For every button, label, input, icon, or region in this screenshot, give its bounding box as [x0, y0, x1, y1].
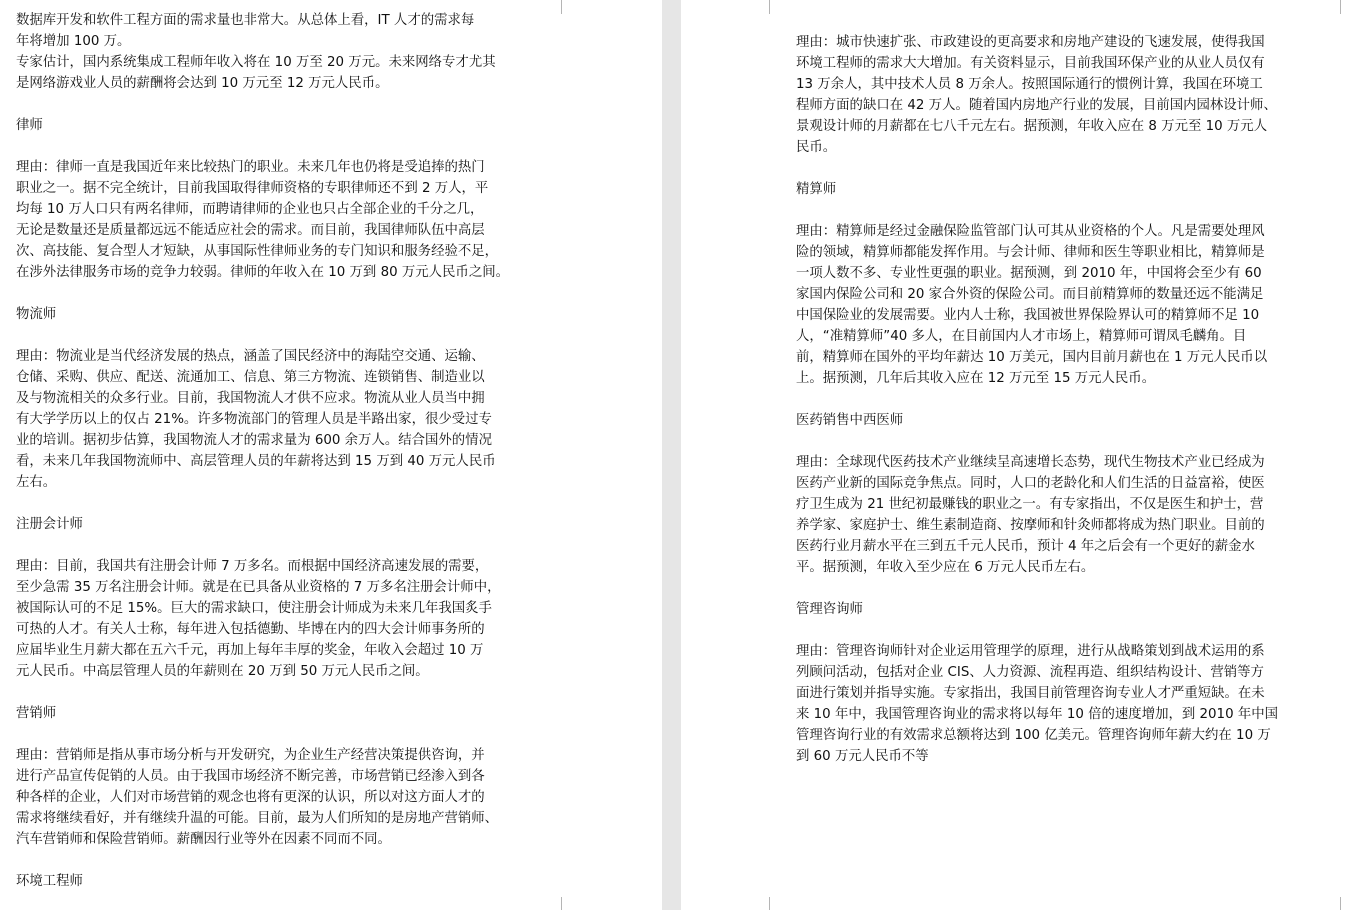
blank-line [796, 578, 1326, 599]
crop-mark-top-left [0, 0, 14, 14]
text-line: 仓储、采购、供应、配送、流通加工、信息、第三方物流、连锁销售、制造业以 [16, 370, 485, 385]
text-line: 律师 [16, 118, 43, 133]
text-line: 左右。 [16, 475, 57, 490]
text-line: 环境工程师 [16, 874, 83, 889]
text-line: 环境工程师的需求大大增加。有关资料显示，目前我国环保产业的从业人员仅有 [796, 56, 1265, 71]
text-column-left [16, 10, 547, 892]
crop-mark-bottom-left [0, 897, 14, 910]
text-line: 来 10 年中，我国管理咨询业的需求将以每年 10 倍的速度增加，到 2010 年中国 [796, 707, 1279, 722]
text-line: 年将增加 100 万。 [16, 34, 131, 49]
text-line: 及与物流相关的众多行业。目前，我国物流人才供不应求。物流从业人员当中拥 [16, 391, 485, 406]
text-line: 理由：全球现代医药技术产业继续呈高速增长态势，现代生物技术产业已经成为 [796, 455, 1265, 470]
blank-line [16, 724, 547, 745]
text-line: 是网络游戏业人员的薪酬将会达到 10 万元至 12 万元人民币。 [16, 76, 389, 91]
text-line: 种各样的企业，人们对市场营销的观念也将有更深的认识，所以对这方面人才的 [16, 790, 485, 805]
text-line: 理由：目前，我国共有注册会计师 7 万多名。而根据中国经济高速发展的需要， [16, 559, 489, 574]
blank-line [16, 850, 547, 871]
text-line: 有大学学历以上的仅占 21%。许多物流部门的管理人员是半路出家，很少受过专 [16, 412, 492, 427]
text-line: 理由：物流业是当代经济发展的热点，涵盖了国民经济中的海陆空交通、运输、 [16, 349, 485, 364]
text-line: 一项人数不多、专业性更强的职业。据预测，到 2010 年，中国将会至少有 60 [796, 266, 1262, 281]
text-line: 理由：营销师是指从事市场分析与开发研究，为企业生产经营决策提供咨询，并 [16, 748, 485, 763]
text-line: 物流师 [16, 307, 57, 322]
text-line: 管理咨询师 [796, 602, 863, 617]
text-line: 无论是数量还是质量都远远不能适应社会的需求。而目前，我国律师队伍中高层 [16, 223, 485, 238]
text-line: 13 万余人，其中技术人员 8 万余人。按照国际通行的惯例计算，我国在环境工 [796, 77, 1263, 92]
text-line: 元人民币。中高层管理人员的年薪则在 20 万到 50 万元人民币之间。 [16, 664, 429, 679]
text-line: 前，精算师在国外的平均年薪达 10 万美元，国内目前月薪也在 1 万元人民币以 [796, 350, 1268, 365]
text-line: 需求将继续看好，并有继续升温的可能。目前，最为人们所知的是房地产营销师、 [16, 811, 499, 826]
text-line: 人，“准精算师”40 多人，在目前国内人才市场上，精算师可谓凤毛麟角。目 [796, 329, 1247, 344]
text-line: 养学家、家庭护士、维生素制造商、按摩师和针灸师都将成为热门职业。目前的 [796, 518, 1265, 533]
document-page-right [681, 0, 1347, 910]
text-line: 次、高技能、复合型人才短缺，从事国际性律师业务的专门知识和服务经验不足， [16, 244, 499, 259]
blank-line [16, 535, 547, 556]
text-line: 管理咨询行业的有效需求总额将达到 100 亿美元。管理咨询师年薪大约在 10 万 [796, 728, 1271, 743]
text-line: 数据库开发和软件工程方面的需求量也非常大。从总体上看，IT 人才的需求每 [16, 13, 475, 28]
text-line: 程师方面的缺口在 42 万人。随着国内房地产行业的发展，目前国内园林设计师、 [796, 98, 1277, 113]
text-line: 医药行业月薪水平在三到五千元人民币，预计 4 年之后会有一个更好的薪金水 [796, 539, 1255, 554]
text-line: 至少急需 35 万名注册会计师。就是在已具备从业资格的 7 万多名注册会计师中， [16, 580, 501, 595]
text-line: 应届毕业生月薪大都在五六千元，再加上每年丰厚的奖金，年收入会超过 10 万 [16, 643, 484, 658]
text-line: 景观设计师的月薪都在七八千元左右。据预测，年收入应在 8 万元至 10 万元人 [796, 119, 1268, 134]
document-page-left [0, 0, 662, 910]
text-line: 可热的人才。有关人士称，每年进入包括德勤、毕博在内的四大会计师事务所的 [16, 622, 485, 637]
blank-line [796, 431, 1326, 452]
text-line: 医药销售中西医师 [796, 413, 904, 428]
blank-line [16, 493, 547, 514]
text-line: 理由：精算师是经过金融保险监管部门认可其从业资格的个人。凡是需要处理风 [796, 224, 1265, 239]
text-line: 专家估计，国内系统集成工程师年收入将在 10 万至 20 万元。未来网络专才尤其 [16, 55, 496, 70]
text-line: 险的领域，精算师都能发挥作用。与会计师、律师和医生等职业相比，精算师是 [796, 245, 1265, 260]
text-line: 均每 10 万人口只有两名律师，而聘请律师的企业也只占全部企业的千分之几， [16, 202, 484, 217]
text-line: 列顾问活动，包括对企业 CIS、人力资源、流程再造、组织结构设计、营销等方 [796, 665, 1264, 680]
text-line: 理由：律师一直是我国近年来比较热门的职业。未来几年也仍将是受追捧的热门 [16, 160, 485, 175]
blank-line [796, 389, 1326, 410]
blank-line [16, 682, 547, 703]
text-line: 精算师 [796, 182, 837, 197]
page-gutter [662, 0, 681, 910]
text-column-right [796, 32, 1326, 767]
blank-line [16, 325, 547, 346]
blank-line [16, 283, 547, 304]
blank-line [796, 200, 1326, 221]
text-line: 被国际认可的不足 15%。巨大的需求缺口，使注册会计师成为未来几年我国炙手 [16, 601, 492, 616]
text-line: 营销师 [16, 706, 57, 721]
text-line: 进行产品宣传促销的人员。由于我国市场经济不断完善，市场营销已经渗入到各 [16, 769, 485, 784]
text-line: 在涉外法律服务市场的竞争力较弱。律师的年收入在 10 万到 80 万元人民币之间。 [16, 265, 509, 280]
text-line: 上。据预测，几年后其收入应在 12 万元至 15 万元人民币。 [796, 371, 1156, 386]
text-line: 平。据预测，年收入至少应在 6 万元人民币左右。 [796, 560, 1095, 575]
crop-mark-top-right [547, 0, 562, 14]
text-line: 医药产业新的国际竞争焦点。同时，人口的老龄化和人们生活的日益富裕，使医 [796, 476, 1265, 491]
text-line: 家国内保险公司和 20 家合外资的保险公司。而目前精算师的数量还远不能满足 [796, 287, 1264, 302]
blank-line [796, 620, 1326, 641]
text-line: 面进行策划并指导实施。专家指出，我国目前管理咨询专业人才严重短缺。在未 [796, 686, 1265, 701]
text-line: 看，未来几年我国物流师中、高层管理人员的年薪将达到 15 万到 40 万元人民币 [16, 454, 496, 469]
crop-mark-bottom-right [1326, 897, 1341, 910]
text-line: 中国保险业的发展需要。业内人士称，我国被世界保险界认可的精算师不足 10 [796, 308, 1260, 323]
text-line: 注册会计师 [16, 517, 83, 532]
crop-mark-bottom-left [769, 897, 784, 910]
text-line: 到 60 万元人民币不等 [796, 749, 929, 764]
crop-mark-bottom-right [547, 897, 562, 910]
text-line: 汽车营销师和保险营销师。薪酬因行业等外在因素不同而不同。 [16, 832, 391, 847]
text-line: 民币。 [796, 140, 837, 155]
text-line: 职业之一。据不完全统计，目前我国取得律师资格的专职律师还不到 2 万人，平 [16, 181, 489, 196]
text-line: 理由：城市快速扩张、市政建设的更高要求和房地产建设的飞速发展，使得我国 [796, 35, 1265, 50]
text-line: 业的培训。据初步估算，我国物流人才的需求量为 600 余万人。结合国外的情况 [16, 433, 492, 448]
blank-line [796, 158, 1326, 179]
text-line: 理由：管理咨询师针对企业运用管理学的原理，进行从战略策划到战术运用的系 [796, 644, 1265, 659]
crop-mark-top-right [1326, 0, 1341, 14]
blank-line [16, 136, 547, 157]
blank-line [16, 94, 547, 115]
text-line: 疗卫生成为 21 世纪初最赚钱的职业之一。有专家指出，不仅是医生和护士，营 [796, 497, 1264, 512]
crop-mark-top-left [769, 0, 784, 14]
